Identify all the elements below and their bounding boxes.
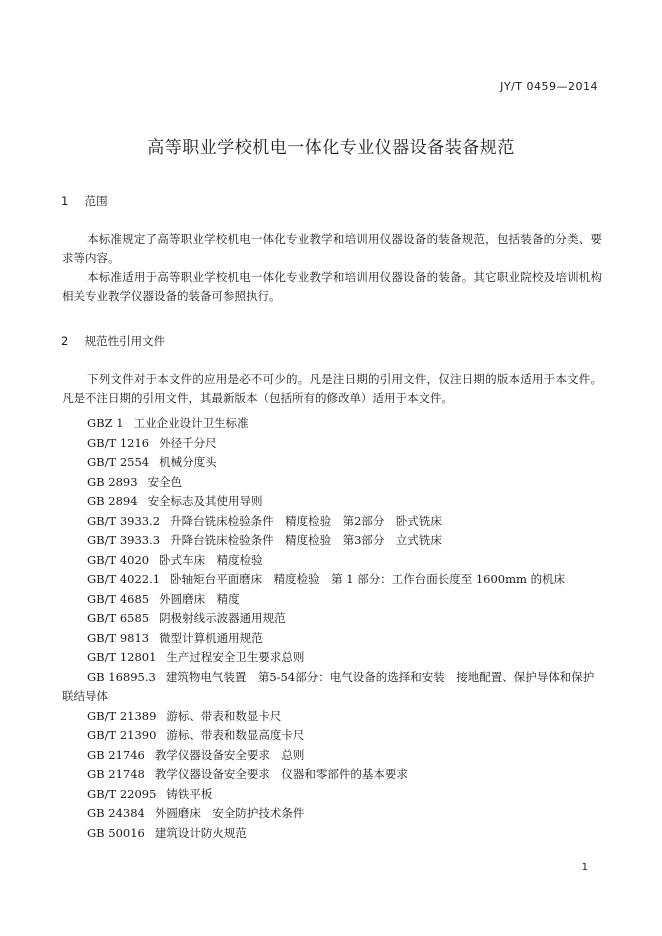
scope-paragraph-1: 本标准规定了高等职业学校机电一体化专业教学和培训用仪器设备的装备规范，包括装备的分类、要求等内容。 (62, 232, 602, 265)
reference-code: GBZ 1 (87, 416, 124, 430)
reference-title: 安全色 (147, 474, 183, 489)
reference-item (62, 551, 604, 571)
reference-title: 游标、带表和数显高度卡尺 (166, 728, 305, 742)
reference-code: GB/T 4022.1 (87, 572, 161, 586)
reference-item (62, 648, 604, 668)
reference-item (62, 726, 604, 746)
reference-title: 建筑设计防火规范 (154, 825, 247, 840)
reference-code: GB/T 21389 (87, 708, 157, 723)
reference-title: 生产过程安全卫生要求总则 (166, 650, 305, 664)
reference-code: GB/T 22095 (87, 786, 157, 801)
reference-item (62, 590, 604, 610)
reference-item (62, 668, 604, 707)
reference-code: GB 50016 (87, 825, 145, 840)
reference-title: 阴极射线示波器通用规范 (159, 611, 286, 625)
reference-item (62, 473, 604, 493)
document-title: 高等职业学校机电一体化专业仪器设备装备规范 (147, 138, 515, 158)
reference-code: GB/T 1216 (87, 435, 150, 450)
section-title: 规范性引用文件 (84, 334, 166, 348)
reference-item (62, 492, 604, 512)
reference-title: 微型计算机通用规范 (159, 630, 263, 645)
reference-code: GB 21746 (87, 747, 145, 762)
reference-item (62, 707, 604, 727)
reference-title: 安全标志及其使用导则 (147, 494, 263, 508)
reference-item (62, 414, 604, 434)
reference-item (62, 570, 604, 590)
section-number: 1 (61, 194, 69, 208)
reference-title: 工业企业设计卫生标准 (133, 416, 249, 430)
reference-list (62, 414, 604, 843)
reference-code: GB 24384 (87, 806, 145, 820)
reference-title: 外径千分尺 (159, 435, 217, 450)
reference-code: GB/T 9813 (87, 630, 150, 645)
reference-title: 建筑物电气装置 第5-54部分：电气设备的选择和安装 接地配置、保护导体和保护联结导体 (62, 669, 595, 703)
reference-title: 升降台铣床检验条件 精度检验 第3部分 立式铣床 (170, 533, 442, 547)
reference-code: GB 21748 (87, 767, 145, 781)
section-number: 2 (61, 334, 69, 348)
reference-item (62, 434, 604, 454)
reference-code: GB/T 4685 (87, 591, 150, 606)
reference-code: GB 16895.3 (87, 669, 156, 684)
reference-code: GB/T 6585 (87, 611, 150, 625)
scope-paragraph-2: 本标准适用于高等职业学校机电一体化专业教学和培训用仪器设备的装备。其它职业院校及培训机构相关专业教学仪器设备的装备可参照执行。 (62, 270, 602, 303)
reference-item (62, 629, 604, 649)
reference-code: GB 2893 (87, 474, 138, 489)
section-heading-references (61, 333, 165, 349)
reference-title: 升降台铣床检验条件 精度检验 第2部分 卧式铣床 (170, 513, 442, 528)
reference-code: GB/T 2554 (87, 455, 150, 469)
reference-item (62, 746, 604, 766)
reference-code: GB/T 12801 (87, 650, 157, 664)
references-intro-paragraph: 下列文件对于本文件的应用是必不可少的。凡是注日期的引用文件，仅注日期的版本适用于本文件。凡是不注日期的引用文件，其最新版本（包括所有的修改单）适用于本文件。 (62, 372, 602, 405)
reference-code: GB/T 4020 (87, 552, 150, 567)
reference-title: 外圆磨床 精度 (159, 591, 240, 606)
reference-title: 机械分度头 (159, 455, 217, 469)
reference-code: GB/T 3933.3 (87, 533, 161, 547)
reference-item (62, 785, 604, 805)
reference-item (62, 453, 604, 473)
reference-title: 卧式车床 精度检验 (159, 552, 263, 567)
reference-title: 卧轴矩台平面磨床 精度检验 第 1 部分：工作台面长度至 1600mm 的机床 (170, 572, 566, 586)
reference-code: GB/T 21390 (87, 728, 157, 742)
reference-code: GB 2894 (87, 494, 138, 508)
reference-item (62, 609, 604, 629)
reference-title: 教学仪器设备安全要求 总则 (154, 747, 305, 762)
reference-item (62, 512, 604, 532)
reference-item (62, 804, 604, 824)
reference-title: 铸铁平板 (166, 786, 213, 801)
reference-title: 教学仪器设备安全要求 仪器和零部件的基本要求 (154, 767, 408, 781)
reference-title: 游标、带表和数显卡尺 (166, 708, 282, 723)
document-code: JY/T 0459—2014 (500, 80, 598, 93)
reference-code: GB/T 3933.2 (87, 513, 161, 528)
reference-item (62, 765, 604, 785)
reference-title: 外圆磨床 安全防护技术条件 (154, 806, 305, 820)
section-title: 范围 (84, 194, 108, 208)
page-number: 1 (581, 862, 588, 873)
section-heading-scope (61, 193, 108, 209)
reference-item (62, 531, 604, 551)
reference-item (62, 824, 604, 844)
